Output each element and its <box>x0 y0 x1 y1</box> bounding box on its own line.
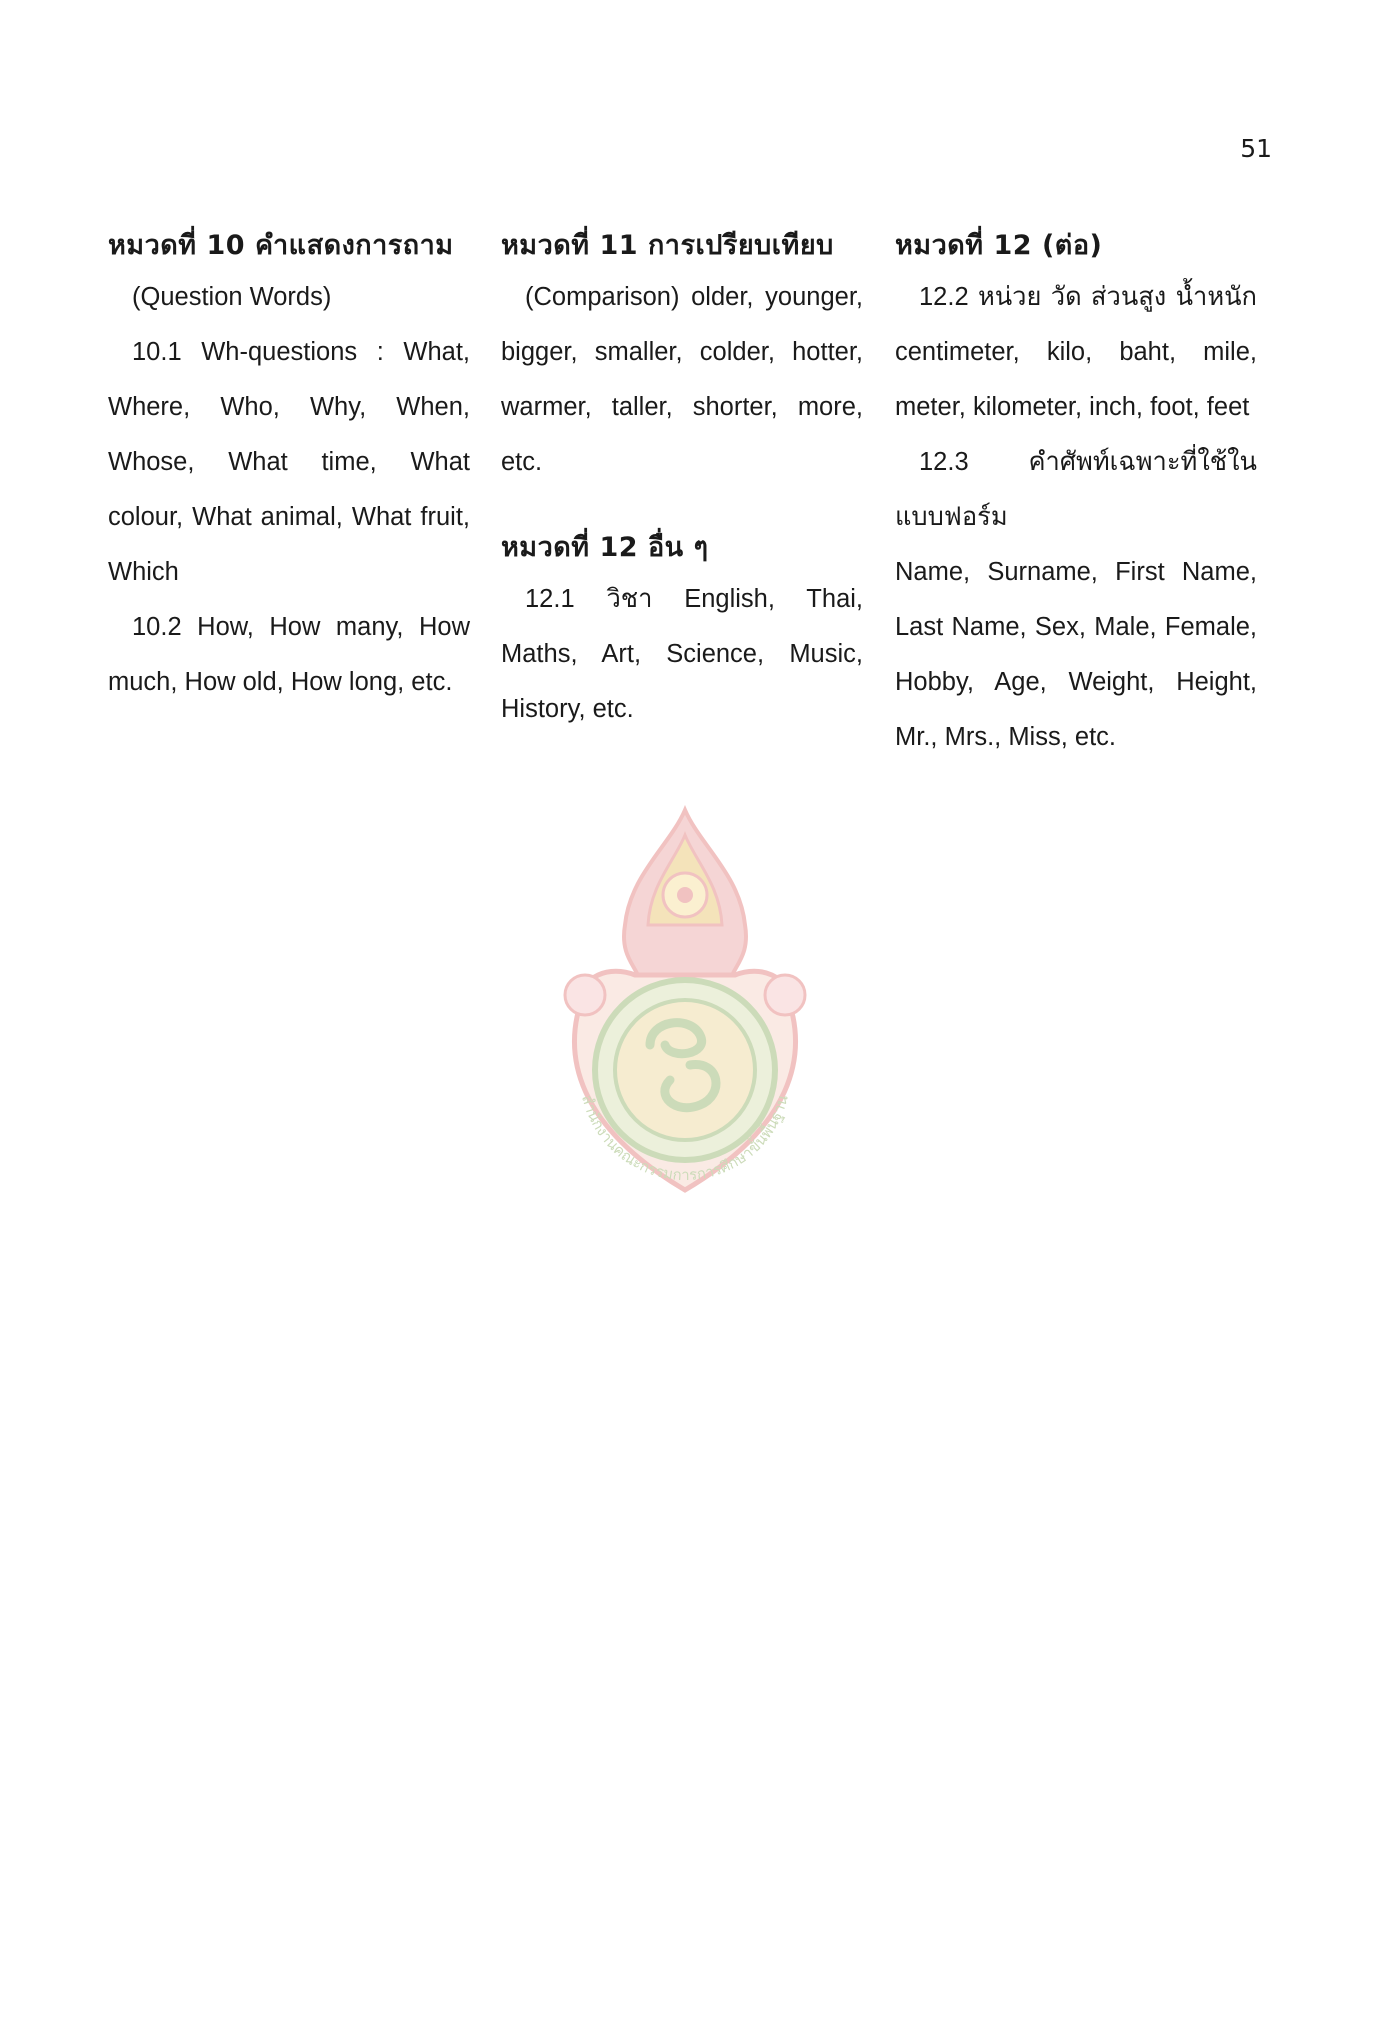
emblem-ring-text: สำนักงานคณะกรรมการการศึกษาขั้นพื้นฐาน <box>578 1092 792 1185</box>
page-number: 51 <box>1240 134 1272 163</box>
watermark-emblem <box>540 805 830 1195</box>
section-heading: หมวดที่ 11 การเปรียบเทียบ <box>501 230 834 261</box>
section-paragraph: (Comparison) older, younger, bigger, smaller, colder, hotter, warmer, taller, shorter, more, etc. <box>501 283 863 476</box>
section-heading: หมวดที่ 12 อื่น ๆ <box>501 532 709 563</box>
section-paragraph: 12.3 คำศัพท์เฉพาะที่ใช้ใน แบบฟอร์ม <box>895 448 1257 531</box>
section-paragraph: 10.2 How, How many, How much, How old, How long, etc. <box>108 613 470 696</box>
section-paragraph: 10.1 Wh-questions : What, Where, Who, Why, When, Whose, What time, What colour, What animal, What fruit, Which <box>108 338 470 586</box>
section-heading: หมวดที่ 10 คำแสดงการถาม <box>108 230 454 261</box>
lotus-right-icon <box>765 975 805 1015</box>
column-3 <box>895 226 1257 765</box>
section-heading: หมวดที่ 12 (ต่อ) <box>895 230 1103 261</box>
section-paragraph: 12.2 หน่วย วัด ส่วนสูง น้ำหนัก centimeter, kilo, baht, mile, meter, kilometer, inch, foot, feet <box>895 283 1257 421</box>
section-paragraph: 12.1 วิชา English, Thai, Maths, Art, Science, Music, History, etc. <box>501 585 863 723</box>
lotus-left-icon <box>565 975 605 1015</box>
column-1 <box>108 226 470 710</box>
section-paragraph: Name, Surname, First Name, Last Name, Sex, Male, Female, Hobby, Age, Weight, Height, Mr., Mrs., Miss, etc. <box>895 558 1257 751</box>
column-2 <box>501 226 863 737</box>
section-paragraph: (Question Words) <box>132 283 332 311</box>
